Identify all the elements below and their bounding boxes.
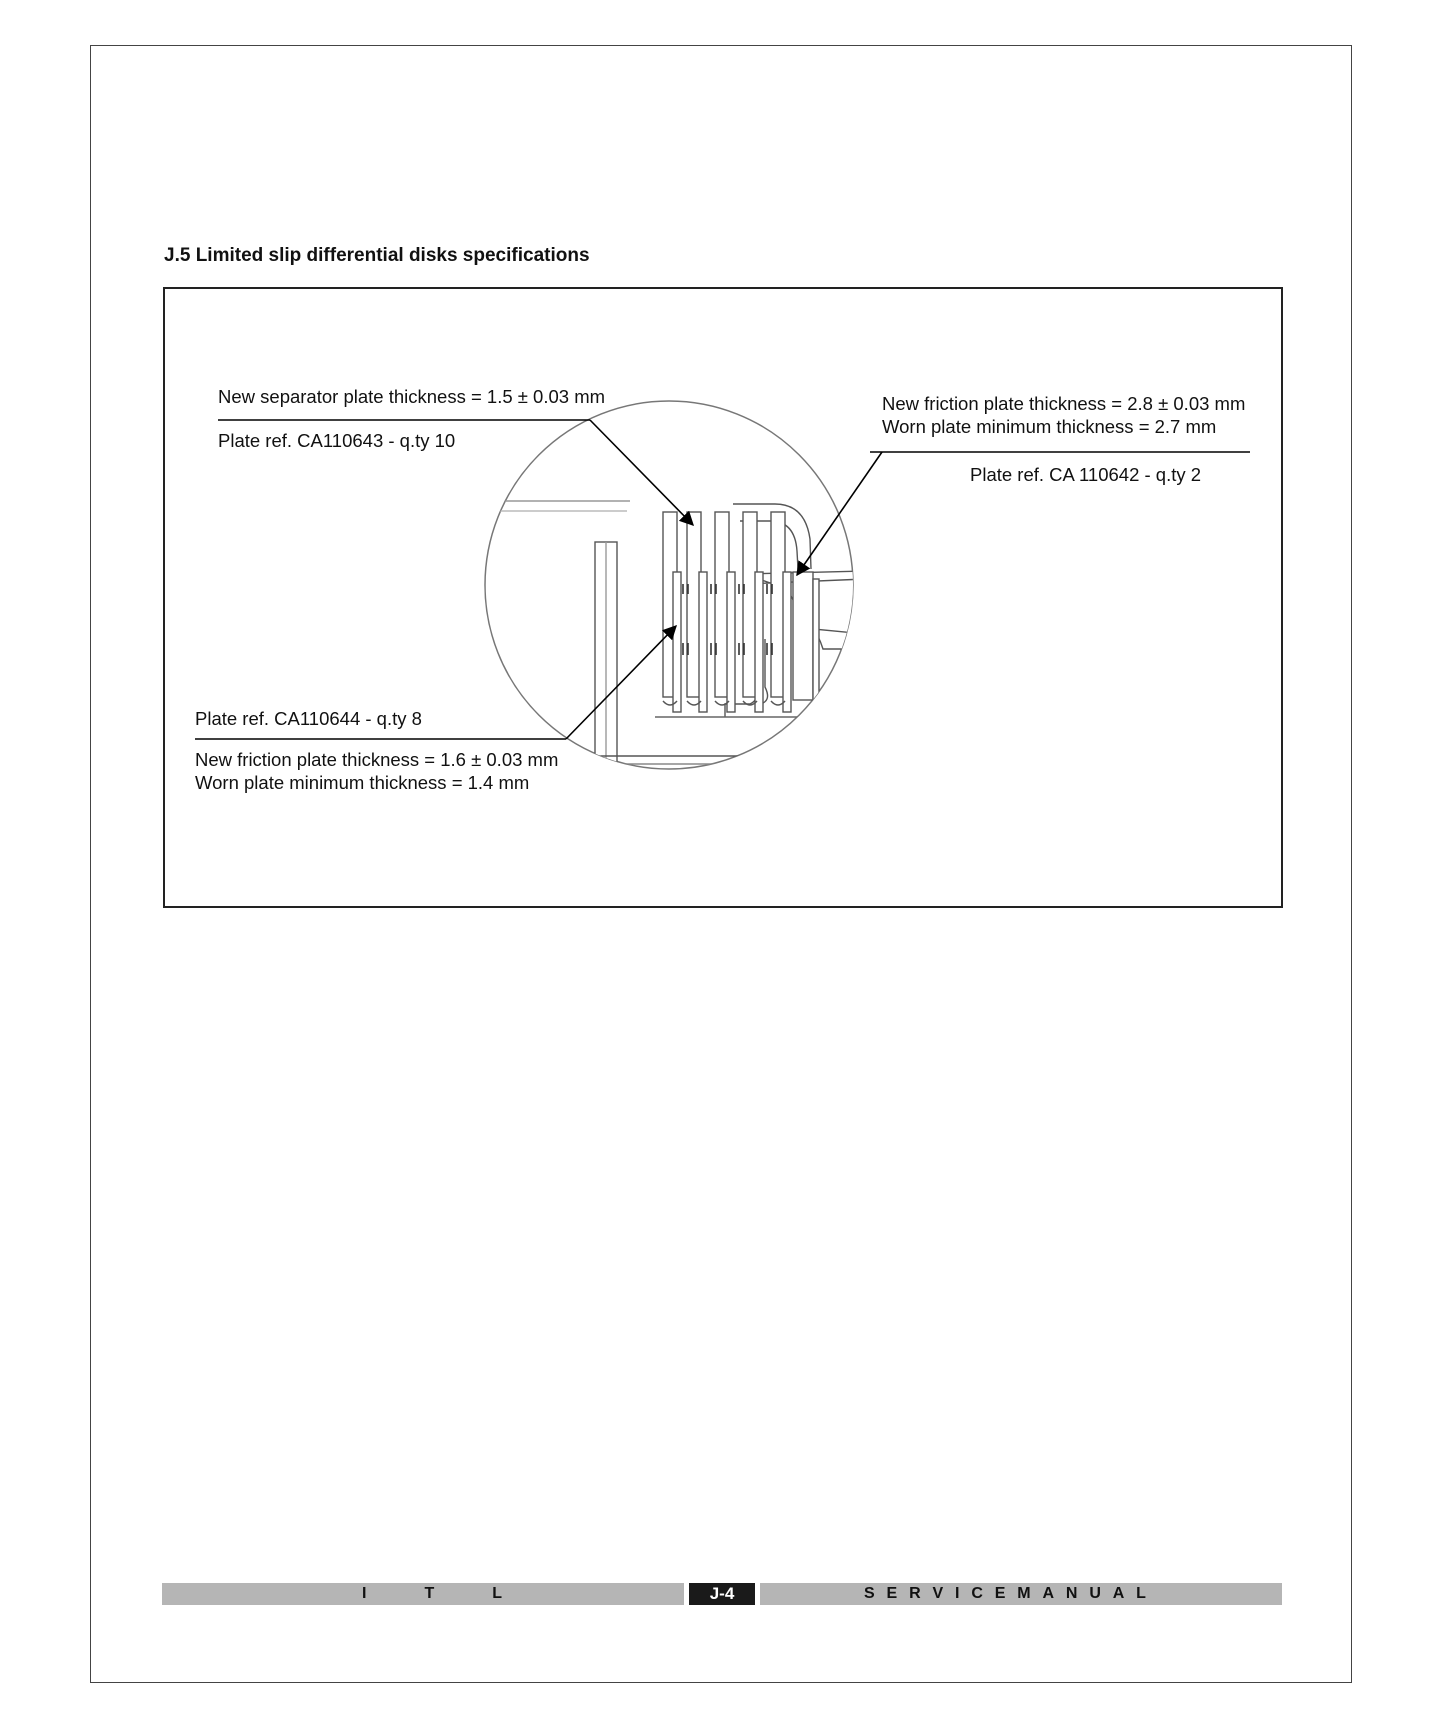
inner-friction-spec-new-label: New friction plate thickness = 1.6 ± 0.03 mm (195, 749, 559, 770)
footer-manual-title (864, 1583, 1146, 1605)
footer-title-letter: A (1042, 1585, 1055, 1602)
separator-ref-label: Plate ref. CA110643 - q.ty 10 (218, 430, 456, 451)
outer-friction-ref-label: Plate ref. CA 110642 - q.ty 2 (970, 464, 1202, 485)
footer-title-letter: M (1017, 1585, 1031, 1602)
footer-title-letter: U (1089, 1585, 1101, 1602)
outer-friction-spec-new-label: New friction plate thickness = 2.8 ± 0.03 mm (882, 393, 1246, 414)
footer-title-letter: N (1065, 1585, 1078, 1602)
inner-friction-ref-label: Plate ref. CA110644 - q.ty 8 (195, 708, 422, 729)
page-number: J-4 (689, 1583, 755, 1605)
footer-title-letter: C (971, 1585, 983, 1602)
figure-box (163, 287, 1283, 908)
footer-brand (362, 1583, 502, 1605)
footer-title-letter: L (1136, 1585, 1146, 1602)
footer-title-letter: V (932, 1585, 944, 1602)
footer-title-letter: A (1112, 1585, 1125, 1602)
footer-title-letter: R (909, 1585, 921, 1602)
footer-brand-letter: L (492, 1585, 502, 1602)
footer-brand-letter: T (424, 1585, 435, 1602)
separator-spec-label: New separator plate thickness = 1.5 ± 0.03 mm (218, 386, 606, 407)
footer-title-letter: E (886, 1585, 898, 1602)
footer-title-letter: S (864, 1585, 875, 1602)
footer-title-letter: I (955, 1585, 960, 1602)
section-title: J.5 Limited slip differential disks specifications (164, 245, 590, 266)
outer-friction-spec-worn-label: Worn plate minimum thickness = 2.7 mm (882, 416, 1217, 437)
clutch-pack-diagram (165, 289, 1283, 908)
footer-title-letter: E (994, 1585, 1006, 1602)
footer-brand-letter: I (362, 1585, 367, 1602)
inner-friction-spec-worn-label: Worn plate minimum thickness = 1.4 mm (195, 772, 530, 793)
